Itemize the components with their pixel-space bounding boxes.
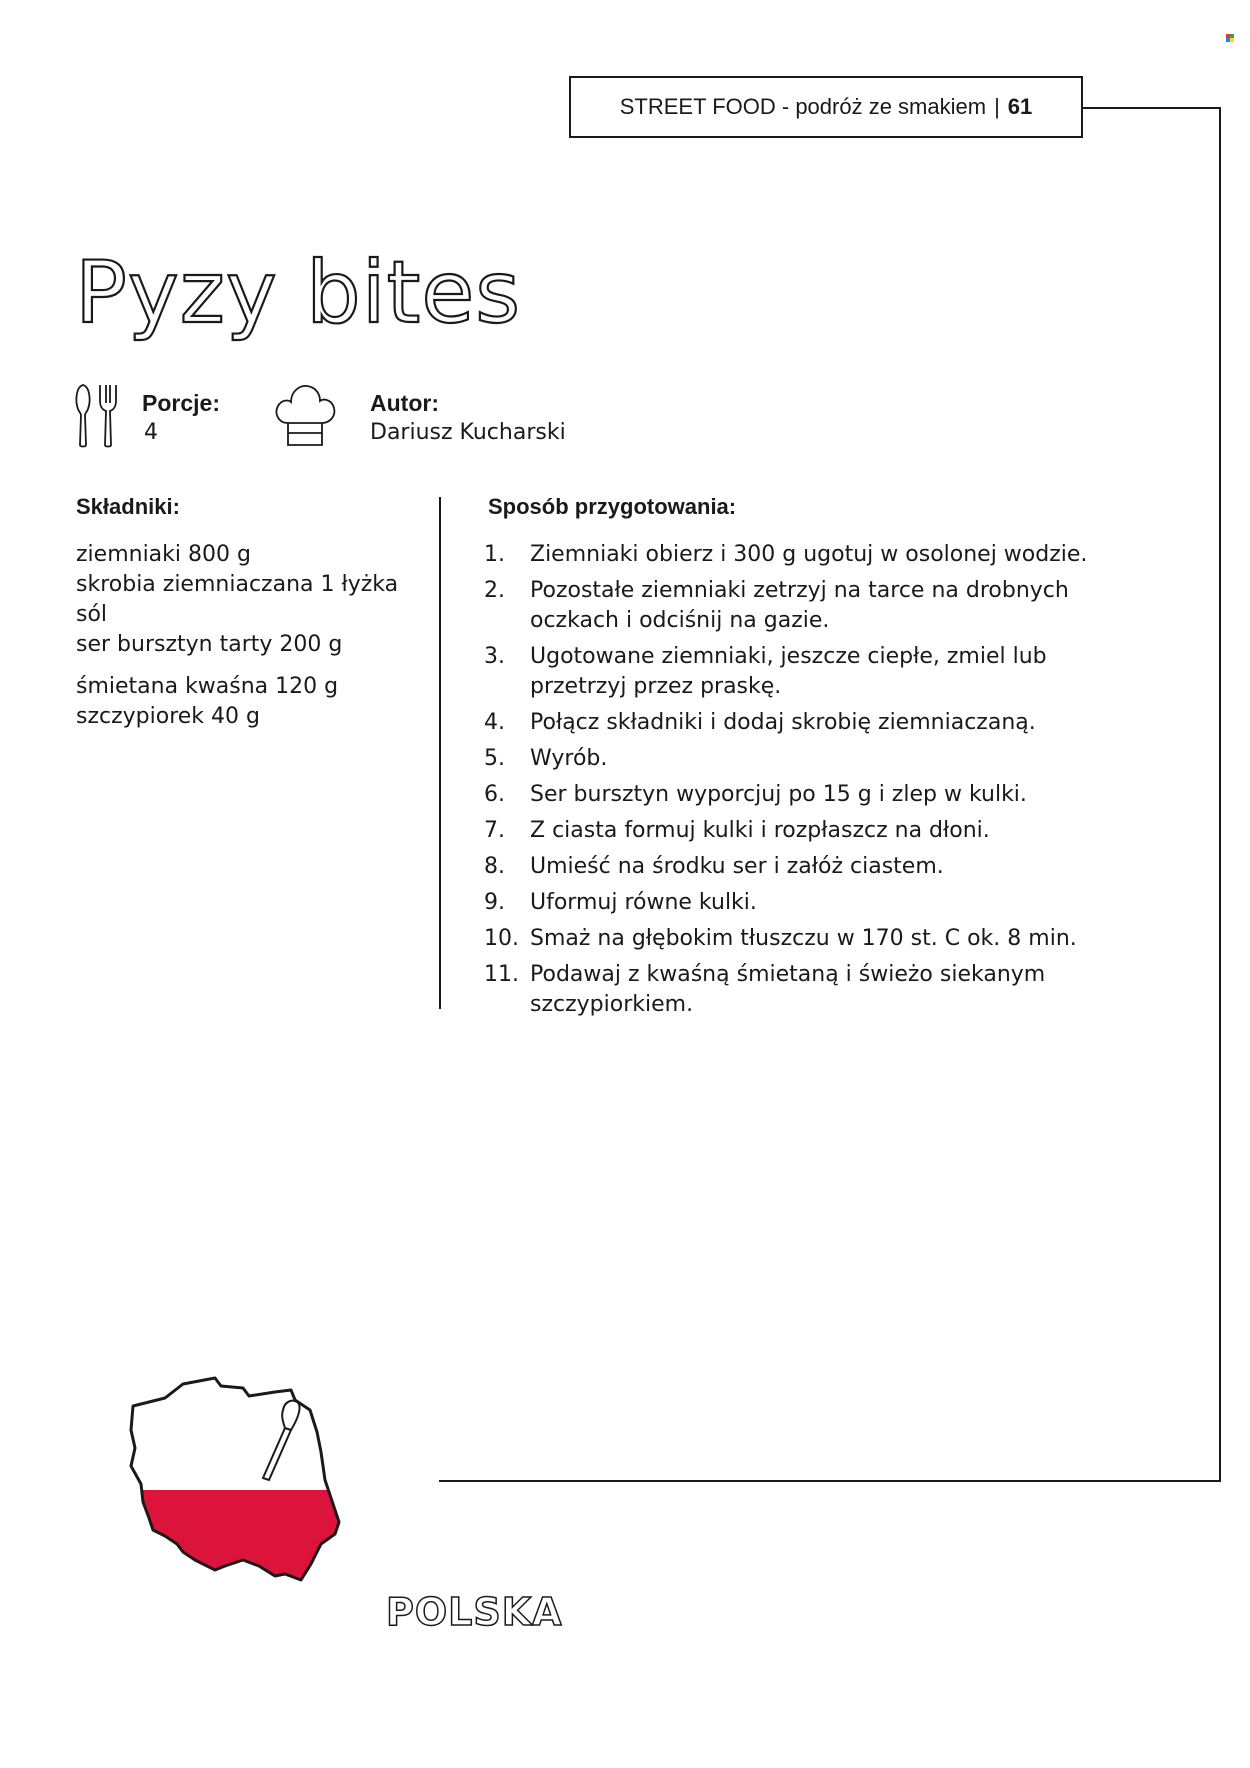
ingredient-item: szczypiorek 40 g [76, 704, 260, 729]
step-item [484, 540, 1144, 570]
step-number: 9. [484, 890, 505, 915]
ingredient-item: ziemniaki 800 g [76, 542, 251, 567]
page-number: 61 [1007, 94, 1033, 119]
step-text: Połącz składniki i dodaj skrobię ziemniaczaną. [530, 710, 1036, 735]
portions-label: Porcje: [142, 390, 220, 416]
step-item [484, 888, 1144, 918]
ingredients-title: Składniki: [76, 494, 180, 519]
column-divider [439, 497, 441, 1009]
ingredients-group [76, 672, 416, 732]
step-text: Z ciasta formuj kulki i rozpłaszcz na dłoni. [530, 818, 990, 843]
step-item [484, 744, 1144, 774]
running-header [569, 76, 1083, 138]
step-text: Podawaj z kwaśną śmietaną i świeżo siekanym szczypiorkiem. [530, 962, 1046, 1017]
step-item [484, 960, 1144, 1020]
author-label: Autor: [370, 390, 439, 416]
preparation-steps [484, 540, 1144, 1026]
step-item [484, 816, 1144, 846]
cutlery-icon [74, 383, 118, 449]
chef-hat-icon [274, 383, 336, 449]
step-text: Pozostałe ziemniaki zetrzyj na tarce na drobnych oczkach i odciśnij na gazie. [530, 578, 1069, 633]
step-number: 5. [484, 746, 505, 771]
step-number: 7. [484, 818, 505, 843]
flag-red-band [125, 1490, 355, 1590]
step-text: Ugotowane ziemniaki, jeszcze ciepłe, zmiel lub przetrzyj przez praskę. [530, 644, 1047, 699]
header-separator: | [994, 94, 1000, 119]
ingredient-item: skrobia ziemniaczana 1 łyżka [76, 572, 399, 597]
frame-line-right [1219, 107, 1221, 1482]
step-number: 2. [484, 578, 505, 603]
portions-value: 4 [144, 420, 158, 445]
step-text: Umieść na środku ser i załóż ciastem. [530, 854, 944, 879]
step-number: 6. [484, 782, 505, 807]
step-item [484, 708, 1144, 738]
preparation-title: Sposób przygotowania: [488, 494, 737, 519]
step-text: Wyrób. [530, 746, 608, 771]
ingredient-item: sól [76, 602, 108, 627]
author-value: Dariusz Kucharski [370, 420, 566, 445]
frame-line-bottom [439, 1480, 1221, 1482]
step-item [484, 852, 1144, 882]
step-text: Ser bursztyn wyporcjuj po 15 g i zlep w kulki. [530, 782, 1027, 807]
ingredient-item: ser bursztyn tarty 200 g [76, 632, 343, 657]
poland-map-flag-icon [125, 1370, 355, 1590]
header-series: STREET FOOD - podróż ze smakiem [619, 94, 987, 119]
step-number: 1. [484, 542, 505, 567]
color-mark-icon [1226, 34, 1234, 42]
step-text: Ziemniaki obierz i 300 g ugotuj w osolonej wodzie. [530, 542, 1088, 567]
ingredients-group [76, 540, 416, 660]
step-text: Smaż na głębokim tłuszczu w 170 st. C ok. 8 min. [530, 926, 1077, 951]
step-number: 11. [484, 962, 519, 987]
step-number: 8. [484, 854, 505, 879]
country-name: POLSKA [386, 1590, 563, 1634]
step-number: 10. [484, 926, 519, 951]
step-number: 4. [484, 710, 505, 735]
step-number: 3. [484, 644, 505, 669]
step-item [484, 576, 1144, 636]
ingredient-item: śmietana kwaśna 120 g [76, 674, 339, 699]
step-item [484, 924, 1144, 954]
recipe-title: Pyzy bites [75, 243, 522, 343]
step-item [484, 780, 1144, 810]
step-text: Uformuj równe kulki. [530, 890, 757, 915]
step-item [484, 642, 1144, 702]
ingredients-list [76, 540, 416, 744]
frame-line-top [1083, 107, 1221, 109]
